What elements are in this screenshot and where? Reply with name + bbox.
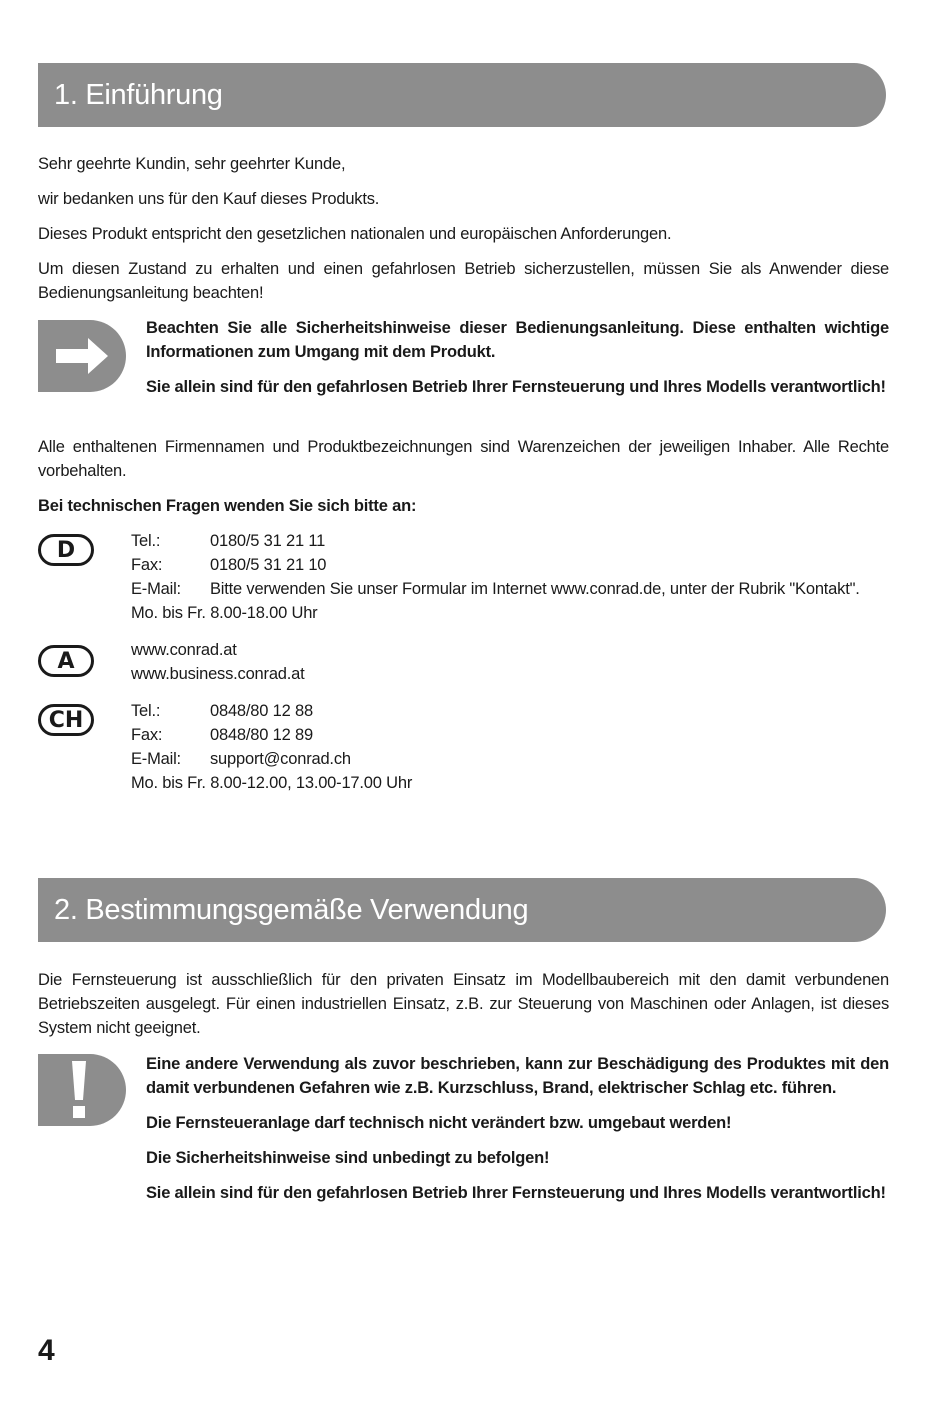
- questions-heading: Bei technischen Fragen wenden Sie sich bitte an:: [38, 497, 417, 515]
- tel-label: Tel.:: [131, 702, 161, 720]
- country-badge-d: D: [38, 534, 94, 566]
- tel-value: 0180/5 31 21 11: [210, 532, 326, 550]
- tel-value: 0848/80 12 88: [210, 702, 313, 720]
- mail-label: E-Mail:: [131, 750, 181, 768]
- compliance-paragraph: Dieses Produkt entspricht den gesetzlichen nationalen und europäischen Anforderungen.: [38, 225, 672, 243]
- responsibility-note: Sie allein sind für den gefahrlosen Betrieb Ihrer Fernsteuerung und Ihres Modells verantwortlich!: [146, 378, 886, 396]
- warning-responsibility: Sie allein sind für den gefahrlosen Betrieb Ihrer Fernsteuerung und Ihres Modells verantwortlich!: [146, 1184, 886, 1202]
- instruction-paragraph: Um diesen Zustand zu erhalten und einen gefahrlosen Betrieb sicherzustellen, müssen Sie als Anwender diese Bedienungsanleitung beachten!: [38, 260, 889, 302]
- exclamation-icon: [38, 1054, 126, 1126]
- contact-austria: [131, 638, 305, 686]
- warning-misuse: Eine andere Verwendung als zuvor beschrieben, kann zur Beschädigung des Produktes mit den damit verbundenen Gefahren wie z.B. Kurzschluss, Brand, elektrischer Schlag etc. führen.: [146, 1055, 889, 1097]
- warning-modification: Die Fernsteueranlage darf technisch nicht verändert bzw. umgebaut werden!: [146, 1114, 732, 1132]
- country-badge-a: A: [38, 645, 94, 677]
- salutation: Sehr geehrte Kundin, sehr geehrter Kunde,: [38, 155, 346, 173]
- fax-label: Fax:: [131, 556, 163, 574]
- intended-use-paragraph: Die Fernsteuerung ist ausschließlich für den privaten Einsatz im Modellbaubereich mit den damit verbundenen Betriebszeiten ausgelegt. Für einen industriellen Einsatz, z.B. zur Steuerung von Maschinen oder Anlagen, ist dieses System nicht geeignet.: [38, 971, 889, 1037]
- thanks-paragraph: wir bedanken uns für den Kauf dieses Produkts.: [38, 190, 380, 208]
- mail-value: support@conrad.ch: [210, 750, 351, 768]
- trademark-paragraph: Alle enthaltenen Firmennamen und Produktbezeichnungen sind Warenzeichen der jeweiligen Inhaber. Alle Rechte vorbehalten.: [38, 438, 889, 480]
- fax-value: 0180/5 31 21 10: [210, 556, 327, 574]
- fax-value: 0848/80 12 89: [210, 726, 313, 744]
- page-number: 4: [38, 1334, 55, 1367]
- office-hours: Mo. bis Fr. 8.00-18.00 Uhr: [131, 604, 318, 622]
- fax-label: Fax:: [131, 726, 163, 744]
- safety-note: Beachten Sie alle Sicherheitshinweise dieser Bedienungsanleitung. Diese enthalten wichtige Informationen zum Umgang mit dem Produkt.: [146, 319, 889, 361]
- mail-value: Bitte verwenden Sie unser Formular im Internet www.conrad.de, unter der Rubrik "Kontakt".: [210, 580, 860, 598]
- warning-safety: Die Sicherheitshinweise sind unbedingt zu befolgen!: [146, 1149, 550, 1167]
- section-2-title: 2. Bestimmungsgemäße Verwendung: [38, 878, 886, 942]
- tel-label: Tel.:: [131, 532, 161, 550]
- contact-germany: [131, 529, 891, 625]
- office-hours: Mo. bis Fr. 8.00-12.00, 13.00-17.00 Uhr: [131, 774, 413, 792]
- section-1-title: 1. Einführung: [38, 63, 886, 127]
- contact-switzerland: [131, 699, 412, 795]
- business-website-link[interactable]: www.business.conrad.at: [131, 665, 305, 683]
- arrow-right-icon: [38, 320, 126, 392]
- mail-label: E-Mail:: [131, 580, 181, 598]
- country-badge-ch: CH: [38, 704, 94, 736]
- website-link[interactable]: www.conrad.at: [131, 641, 237, 659]
